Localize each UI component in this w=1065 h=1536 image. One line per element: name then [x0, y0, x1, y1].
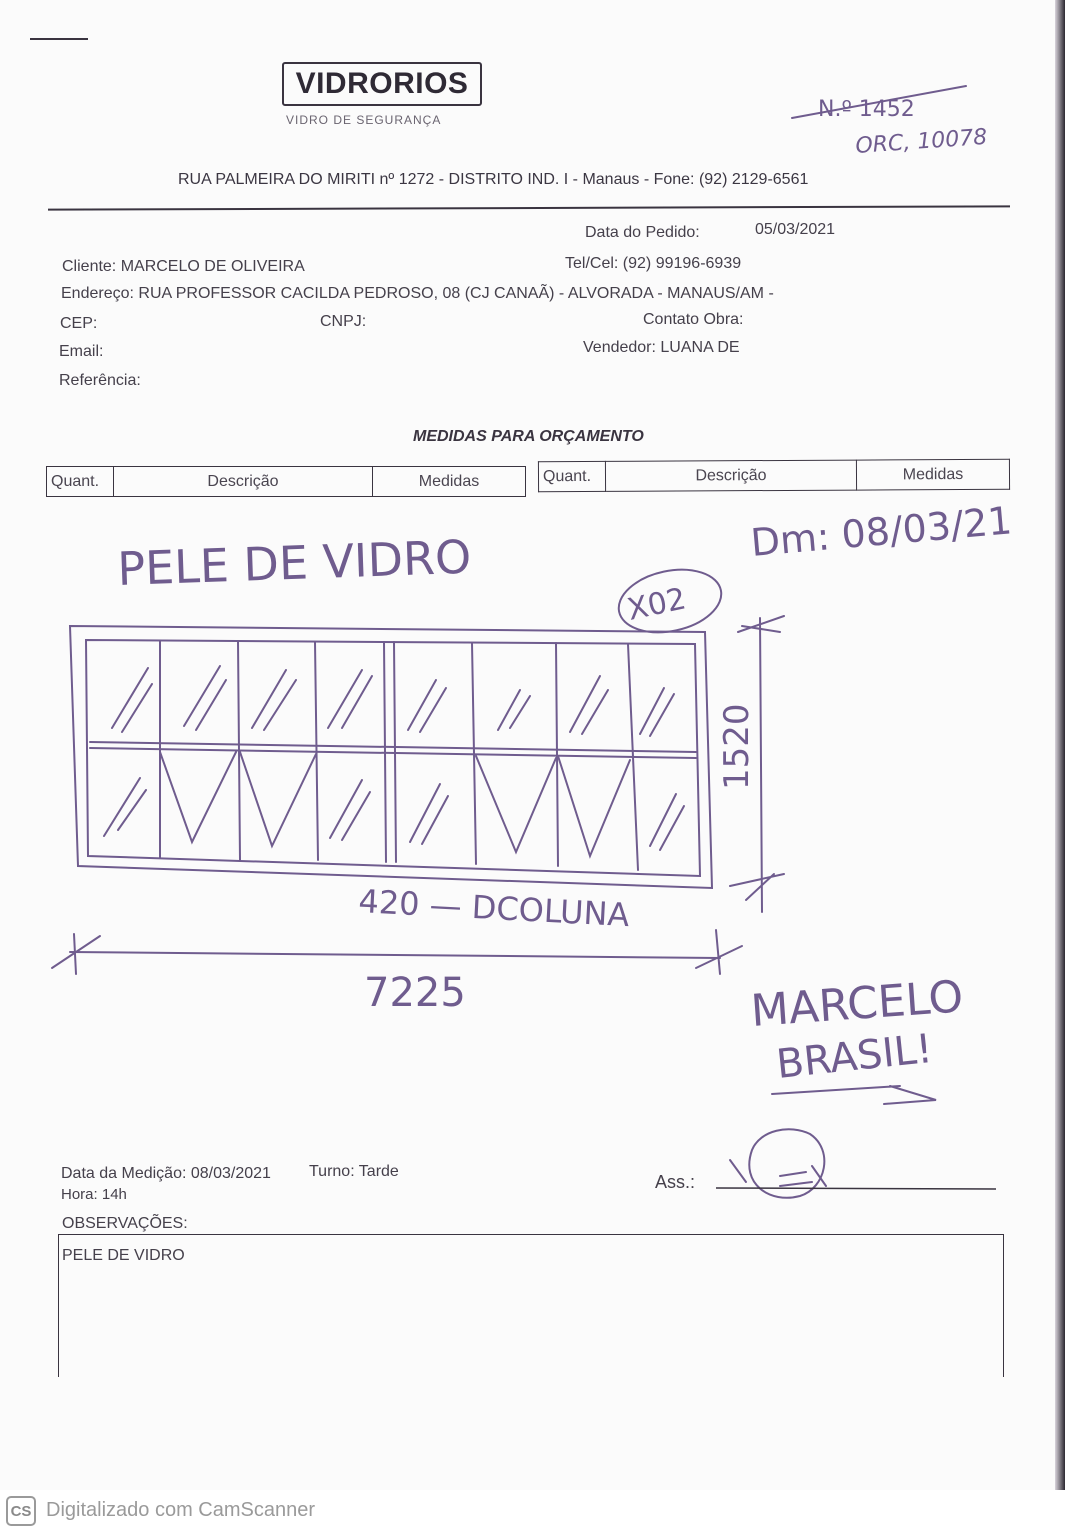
opening-indicator [558, 756, 630, 856]
width-dimension-line [70, 952, 720, 958]
opening-indicator [160, 752, 236, 842]
order-date-value: 05/03/2021 [755, 221, 836, 238]
opening-indicator [240, 752, 316, 846]
signature-line [716, 1188, 996, 1189]
glass-hatch [570, 676, 608, 734]
glass-hatch [328, 670, 372, 728]
client-phone: Tel/Cel: (92) 99196-6939 [565, 255, 742, 272]
measured-date: Dm: 08/03/21 [748, 498, 1014, 565]
glass-hatch [650, 794, 684, 850]
signature-underline [772, 1086, 936, 1104]
measure-date: Data da Medição: 08/03/2021 [61, 1165, 271, 1182]
struck-number: N.º 1452 [818, 97, 915, 122]
glass-hatch [104, 778, 146, 836]
dimension-tick [730, 874, 784, 900]
column-note: 420 — DCOLUNA [357, 882, 631, 935]
quantity-mark: X02 [624, 581, 690, 628]
orc-number: ORC, 10078 [854, 124, 989, 159]
seller-name: Vendedor: LUANA DE [583, 339, 740, 356]
opening-indicator [476, 756, 556, 852]
measure-shift: Turno: Tarde [309, 1163, 399, 1180]
width-measure: 7225 [364, 970, 466, 1016]
glass-hatch [410, 784, 448, 844]
cnpj-label: CNPJ: [320, 313, 367, 330]
mullion-5 [394, 642, 396, 862]
camscanner-logo-icon: CS [6, 1496, 36, 1526]
cep-label: CEP: [60, 315, 98, 332]
mullion-2 [238, 641, 240, 860]
glass-hatch [408, 680, 446, 732]
camscanner-watermark: Digitalizado com CamScanner [46, 1499, 316, 1521]
sketch-title: PELE DE VIDRO [116, 529, 473, 596]
contact-label: Contato Obra: [643, 311, 744, 328]
glass-hatch [330, 780, 370, 840]
notes-box [58, 1234, 1004, 1377]
email-label: Email: [59, 343, 104, 360]
glass-hatch [184, 666, 226, 730]
glass-hatch [112, 668, 152, 732]
notes-text: PELE DE VIDRO [62, 1247, 185, 1264]
signature-name-line1: MARCELO [749, 971, 965, 1037]
column-header-quantity: Quant. [47, 467, 114, 497]
mullion-7 [556, 643, 558, 866]
column-header-description: Descrição [114, 467, 373, 497]
reference-label: Referência: [59, 372, 141, 389]
glass-hatch [252, 670, 296, 730]
measurements-title: MEDIDAS PARA ORÇAMENTO [413, 428, 644, 445]
measure-hour: Hora: 14h [61, 1186, 127, 1203]
column-header-measures: Medidas [856, 459, 1009, 490]
client-name: Cliente: MARCELO DE OLIVEIRA [62, 258, 305, 275]
signature-name-line2: BRASIL! [774, 1025, 935, 1088]
signature-label: Ass.: [655, 1172, 696, 1192]
notes-label: OBSERVAÇÕES: [62, 1215, 188, 1232]
dimension-tick [696, 930, 742, 974]
glass-hatch [498, 690, 530, 730]
column-header-measures: Medidas [373, 467, 526, 497]
dimension-tick [52, 934, 100, 974]
column-header-description: Descrição [605, 460, 856, 491]
company-address: RUA PALMEIRA DO MIRITI nº 1272 - DISTRITO IND. I - Manaus - Fone: (92) 2129-6561 [178, 171, 809, 188]
order-date-label: Data do Pedido: [585, 224, 700, 241]
mullion-4 [384, 642, 386, 862]
company-logo: VIDRORIOS [282, 62, 482, 106]
column-header-quantity: Quant. [538, 461, 605, 491]
height-dimension-line [760, 618, 762, 912]
client-address: Endereço: RUA PROFESSOR CACILDA PEDROSO, 08 (CJ CANAÃ) - ALVORADA - MANAUS/AM - [61, 285, 774, 302]
glass-hatch [640, 688, 674, 736]
window-inner-frame [86, 640, 700, 876]
company-tagline: VIDRO DE SEGURANÇA [286, 113, 442, 127]
height-measure: 1520 [717, 703, 757, 790]
